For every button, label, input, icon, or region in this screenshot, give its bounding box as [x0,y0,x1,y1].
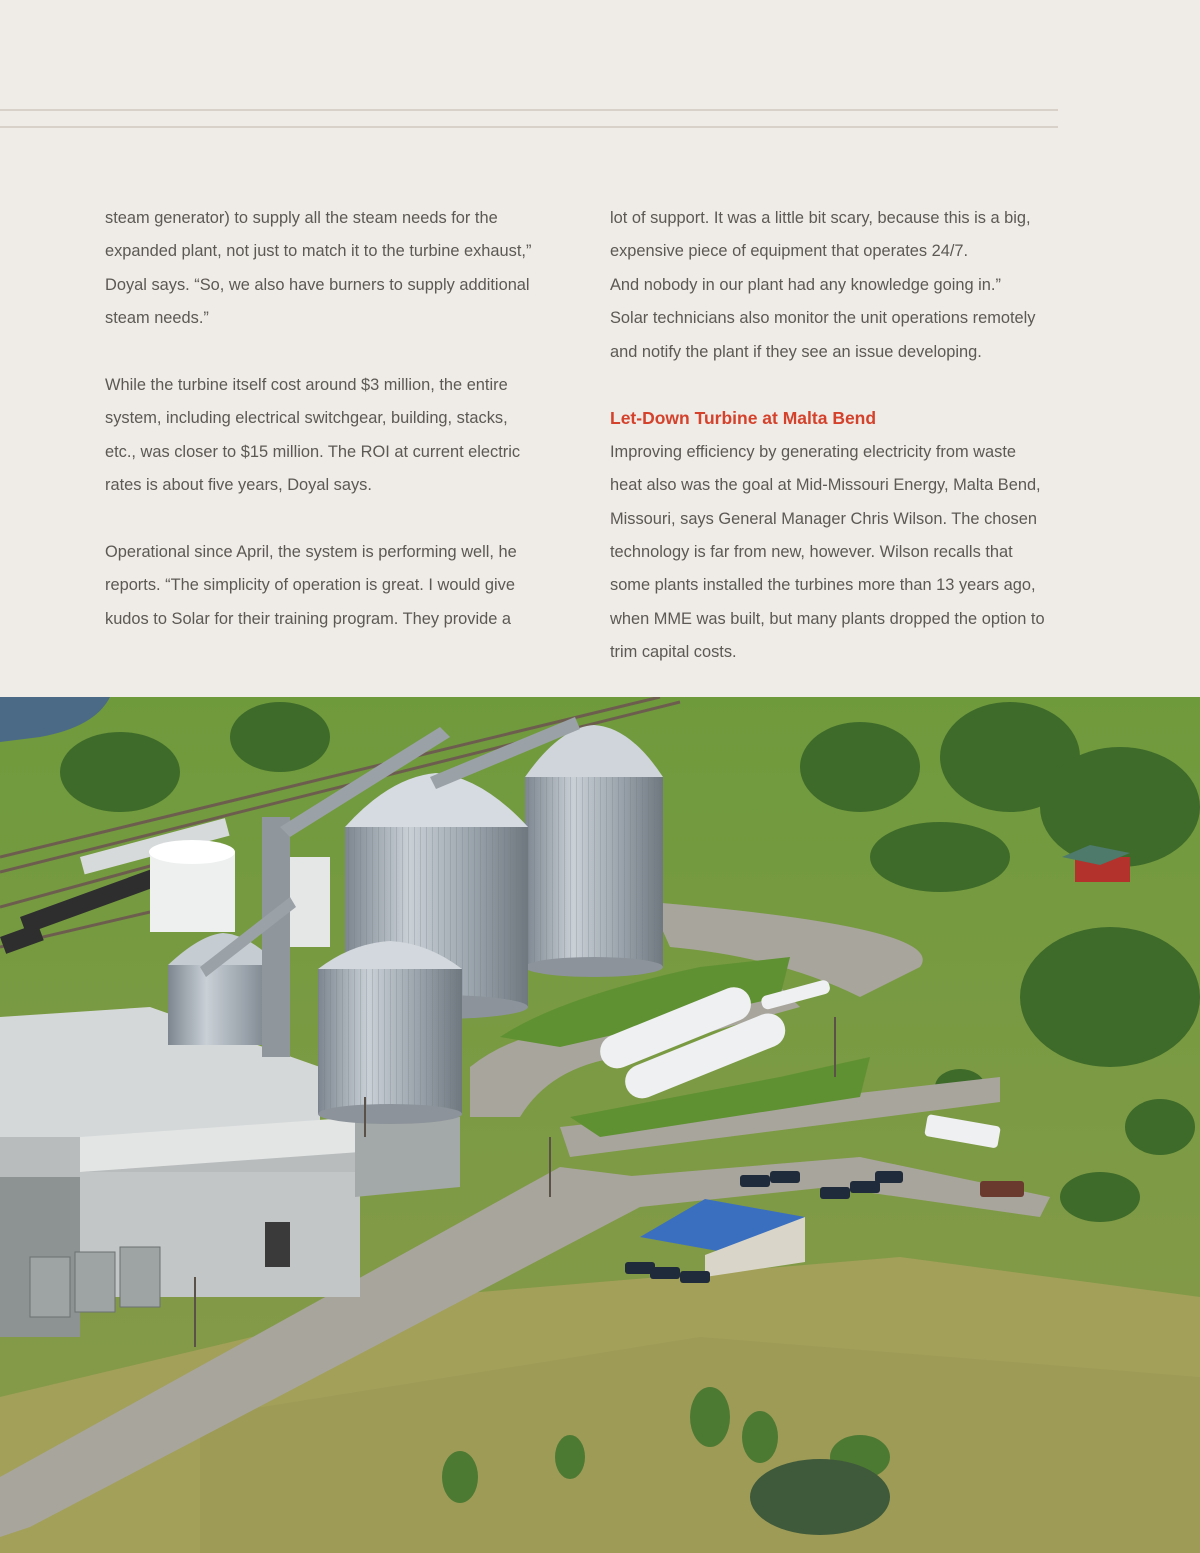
text-line: And nobody in our plant had any knowledge going in.” [610,275,1001,294]
left-text-column [105,202,565,636]
text-line: While the turbine itself cost around $3 million, the entire [105,376,508,395]
text-line: technology is far from new, however. Wilson recalls that [610,543,1013,562]
paragraph [105,202,565,336]
text-line: Operational since April, the system is performing well, he [105,543,517,562]
text-line: expensive piece of equipment that operates 24/7. [610,242,969,261]
right-text-column [610,202,1070,670]
text-line: Solar technicians also monitor the unit operations remotely [610,309,1036,328]
text-line: heat also was the goal at Mid-Missouri Energy, Malta Bend, [610,476,1041,495]
text-line: Missouri, says General Manager Chris Wilson. The chosen [610,509,1037,528]
text-line: trim capital costs. [610,643,737,662]
paragraph [105,536,565,636]
text-line: steam needs.” [105,309,209,328]
text-line: Improving efficiency by generating electricity from waste [610,442,1016,461]
text-line: kudos to Solar for their training program. They provide a [105,609,512,628]
aerial-plant-photo [0,697,1200,1553]
text-line: steam generator) to supply all the steam needs for the [105,209,498,227]
text-line: etc., was closer to $15 million. The ROI at current electric [105,442,521,461]
text-line: system, including electrical switchgear, building, stacks, [105,409,508,428]
text-line: lot of support. It was a little bit scary, because this is a big, [610,209,1031,227]
header-rule-top [0,109,1058,111]
paragraph [610,202,1070,369]
paragraph [105,369,565,503]
text-line: some plants installed the turbines more than 13 years ago, [610,576,1036,595]
text-line: Doyal says. “So, we also have burners to supply additional [105,275,530,294]
paragraph [610,436,1070,670]
text-line: reports. “The simplicity of operation is great. I would give [105,576,515,595]
text-line: when MME was built, but many plants dropped the option to [610,609,1045,628]
section-heading: Let-Down Turbine at Malta Bend [610,408,877,429]
text-line: rates is about five years, Doyal says. [105,476,372,495]
text-line: and notify the plant if they see an issue developing. [610,342,982,361]
header-rule-bottom [0,126,1058,128]
text-line: expanded plant, not just to match it to the turbine exhaust,” [105,242,532,261]
